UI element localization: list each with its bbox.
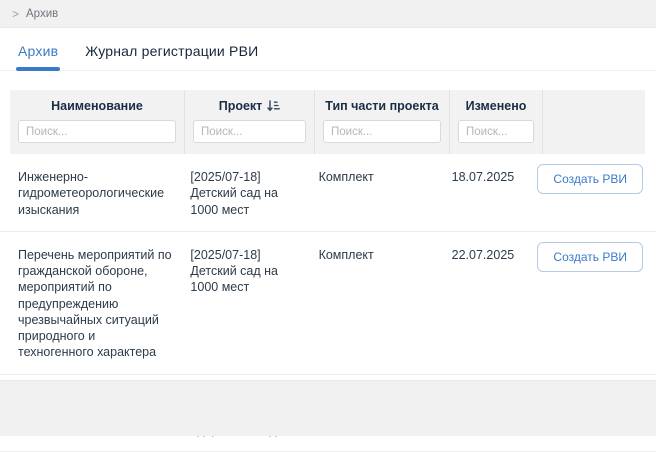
column-title-project: Проект (193, 99, 306, 113)
column-header-modified (450, 90, 543, 154)
breadcrumb (0, 0, 656, 28)
table-row (0, 154, 656, 232)
column-header-actions (543, 90, 645, 154)
cell-part-type: Комплект (311, 232, 444, 374)
cell-modified: 22.07.2025 (444, 232, 536, 374)
tab-archive[interactable]: Архив (18, 43, 58, 70)
column-title-name: Наименование (18, 99, 176, 113)
column-title-part-type: Тип части проекта (323, 99, 441, 113)
sort-amount-asc-icon[interactable] (267, 100, 280, 112)
breadcrumb-item-archive[interactable]: Архив (26, 8, 58, 20)
chevron-right-icon: > (12, 8, 19, 20)
search-input-modified[interactable] (458, 120, 534, 143)
cell-name: Перечень мероприятий по гражданской обороне, мероприятий по предупреждению чрезвычайных ситуаций природного и техногенного характера (10, 232, 182, 374)
page-background-band (0, 380, 656, 436)
search-input-name[interactable] (18, 120, 176, 143)
cell-project: [2025/07-18] Детский сад на 1000 мест (182, 154, 310, 231)
search-input-part-type[interactable] (323, 120, 441, 143)
table-header-row (10, 90, 645, 154)
create-rvi-button[interactable]: Создать РВИ (537, 164, 643, 194)
create-rvi-button[interactable]: Создать РВИ (537, 242, 643, 272)
tab-rvi-registration-journal[interactable]: Журнал регистрации РВИ (85, 43, 258, 70)
table-row (0, 232, 656, 375)
cell-project: [2025/07-18] Детский сад на 1000 мест (182, 232, 310, 374)
column-title-modified: Изменено (458, 99, 534, 113)
column-header-part-type (315, 90, 450, 154)
cell-modified: 18.07.2025 (444, 154, 536, 231)
column-header-name (10, 90, 185, 154)
cell-part-type: Комплект (311, 154, 444, 231)
search-input-project[interactable] (193, 120, 306, 143)
cell-name: Инженерно-гидрометеорологические изыскания (10, 154, 182, 231)
tab-bar (0, 28, 656, 71)
column-header-project (185, 90, 315, 154)
